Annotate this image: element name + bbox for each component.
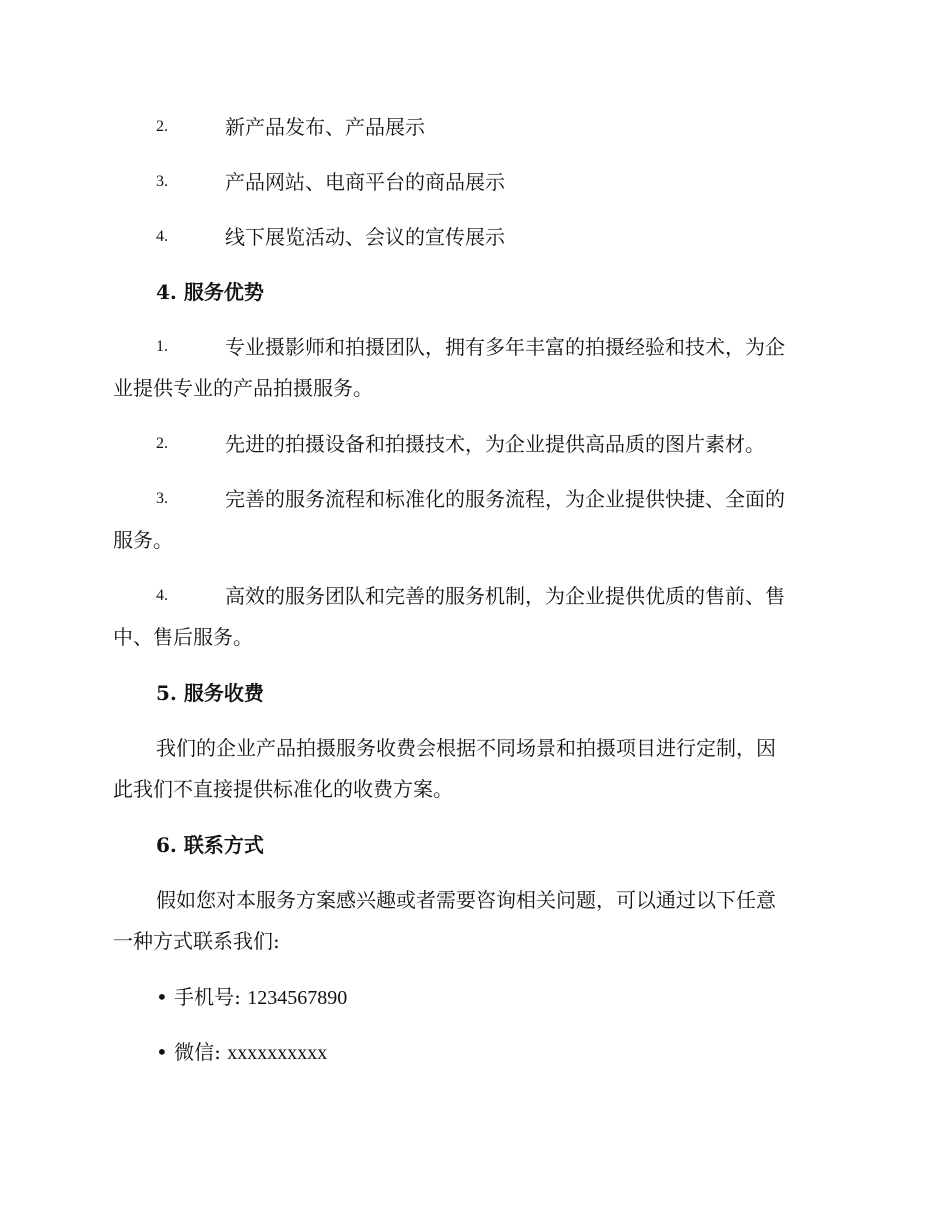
section-heading-fees: 5. 服务收费 <box>156 681 264 705</box>
paragraph-line: 假如您对本服务方案感兴趣或者需要咨询相关问题，可以通过以下任意 <box>156 888 776 912</box>
contact-wechat-value: xxxxxxxxxx <box>227 1042 328 1064</box>
section-heading-advantages: 4. 服务优势 <box>156 280 264 304</box>
section-heading-contact: 6. 联系方式 <box>156 833 264 857</box>
paragraph-continuation: 此我们不直接提供标准化的收费方案。 <box>113 777 453 801</box>
list-item-text: 线下展览活动、会议的宣传展示 <box>225 225 505 249</box>
list-item-text: 新产品发布、产品展示 <box>225 115 425 139</box>
paragraph-continuation: 一种方式联系我们: <box>113 929 280 953</box>
list-item-continuation: 服务。 <box>113 528 173 552</box>
contact-wechat-label: • 微信: <box>156 1040 228 1064</box>
list-number: 4. <box>156 228 168 245</box>
list-number: 4. <box>156 587 168 604</box>
list-item-text: 专业摄影师和拍摄团队，拥有多年丰富的拍摄经验和技术，为企 <box>225 335 785 359</box>
list-item-text: 先进的拍摄设备和拍摄技术，为企业提供高品质的图片素材。 <box>225 432 765 456</box>
list-item-continuation: 中、售后服务。 <box>113 625 253 649</box>
contact-wechat <box>156 1038 327 1067</box>
list-number: 2. <box>156 118 168 135</box>
paragraph-line: 我们的企业产品拍摄服务收费会根据不同场景和拍摄项目进行定制，因 <box>156 736 776 760</box>
list-number: 2. <box>156 435 168 452</box>
list-item-text: 完善的服务流程和标准化的服务流程，为企业提供快捷、全面的 <box>225 487 785 511</box>
list-number: 3. <box>156 490 168 507</box>
list-item-text: 高效的服务团队和完善的服务机制，为企业提供优质的售前、售 <box>225 584 785 608</box>
list-number: 3. <box>156 173 168 190</box>
contact-phone <box>156 983 347 1012</box>
contact-phone-value: 1234567890 <box>247 987 348 1009</box>
list-item-continuation: 业提供专业的产品拍摄服务。 <box>113 376 373 400</box>
list-item-text: 产品网站、电商平台的商品展示 <box>225 170 505 194</box>
contact-phone-label: • 手机号: <box>156 985 248 1009</box>
list-number: 1. <box>156 338 168 355</box>
